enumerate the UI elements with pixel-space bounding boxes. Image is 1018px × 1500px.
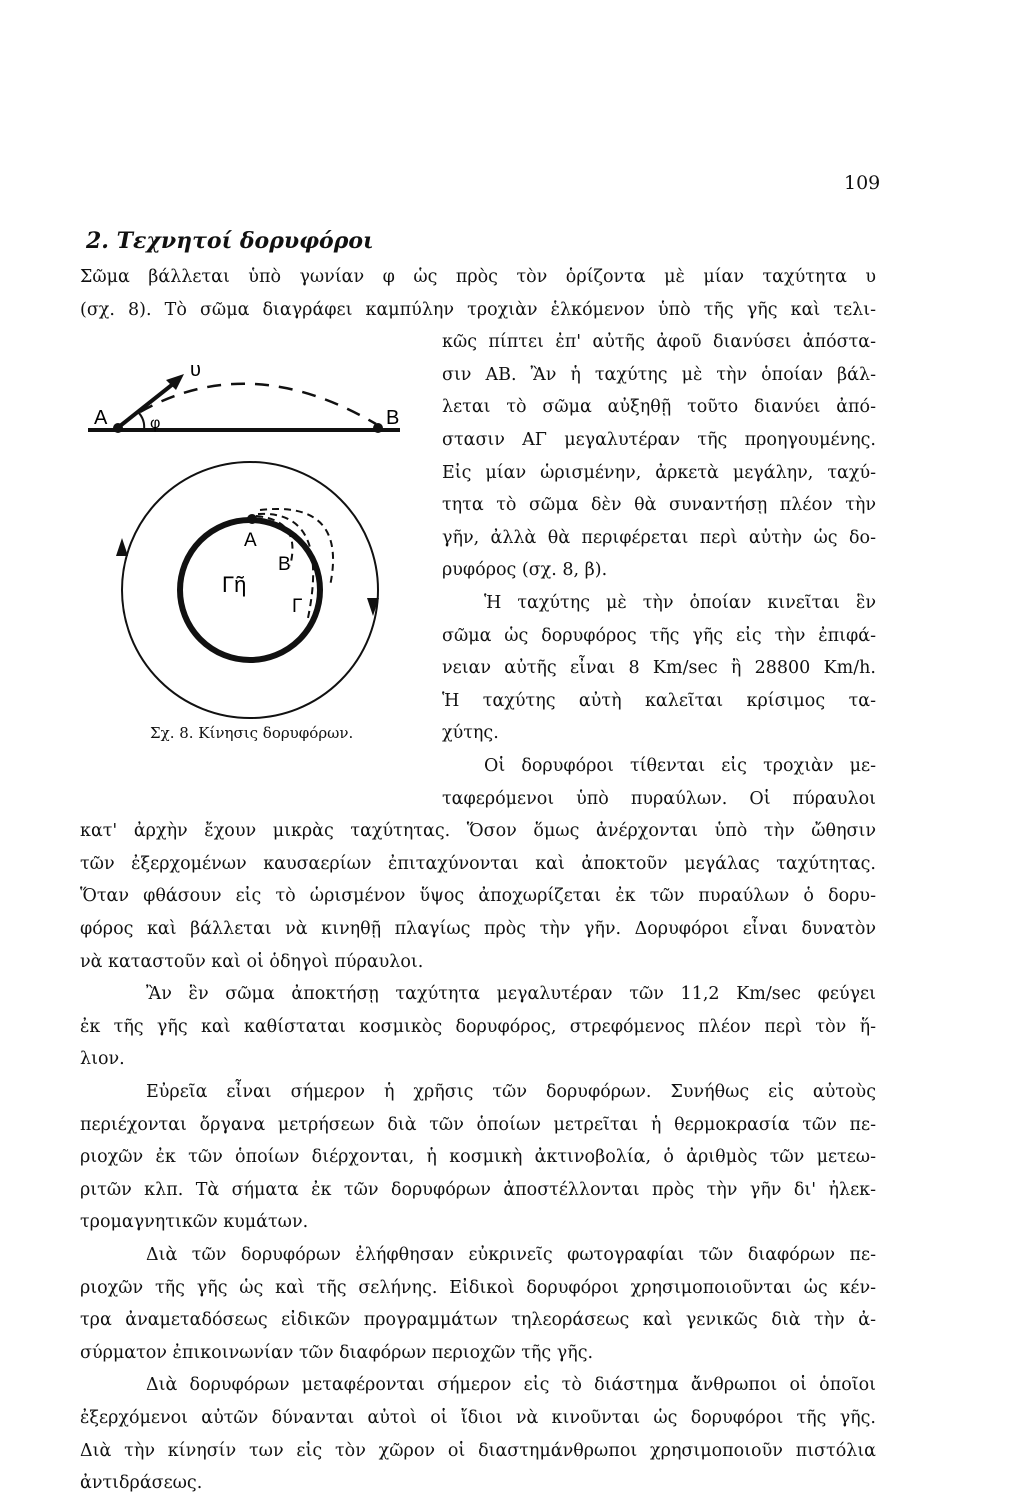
text-line: νειαν αὐτῆς εἶναι 8 Km/sec ἢ 28800 Km/h. bbox=[442, 658, 876, 679]
text-line: ρυφόρος (σχ. 8, β). bbox=[442, 560, 608, 581]
text-line: περιέχονται ὄργανα μετρήσεων διὰ τῶν ὁποίων μετρεῖται ἡ θερμοκρασία τῶν πε- bbox=[80, 1114, 876, 1135]
launch-point-dot bbox=[247, 514, 257, 524]
text-line: τρα ἀναμεταδόσεως εἰδικῶν προγραμμάτων τηλεοράσεως καὶ γενικῶς διὰ τὴν ἀ- bbox=[80, 1310, 876, 1331]
text-line: Ἡ ταχύτης μὲ τὴν ὁποίαν κινεῖται ἓν bbox=[484, 593, 876, 613]
text-line: γῆν, ἀλλὰ θὰ περιφέρεται περὶ αὐτὴν ὡς δο- bbox=[442, 527, 876, 548]
text-line: τρομαγνητικῶν κυμάτων. bbox=[80, 1212, 309, 1233]
text-line: κῶς πίπτει ἐπ' αὐτῆς ἀφοῦ διανύσει ἀπόστα- bbox=[442, 332, 876, 353]
label-g: Γ bbox=[292, 596, 303, 617]
text-line: νὰ καταστοῦν καὶ οἱ ὁδηγοὶ πύραυλοι. bbox=[80, 951, 424, 972]
text-line: Σῶμα βάλλεται ὑπὸ γωνίαν φ ὡς πρὸς τὸν ὁρίζοντα μὲ μίαν ταχύτητα υ bbox=[80, 267, 876, 287]
label-v: υ bbox=[190, 360, 201, 381]
text-line: στασιν ΑΓ μεγαλυτέραν τῆς προηγουμένης. bbox=[442, 430, 876, 450]
text-line: Διὰ δορυφόρων μεταφέρονται σήμερον εἰς τὸ διάστημα ἄνθρωποι οἱ ὁποῖοι bbox=[146, 1375, 876, 1396]
label-a: Α bbox=[94, 407, 108, 429]
text-line: ἀντιδράσεως. bbox=[80, 1473, 203, 1494]
text-line: ταφερόμενοι ὑπὸ πυραύλων. Οἱ πύραυλοι bbox=[442, 788, 876, 809]
text-line: ἐκ τῆς γῆς καὶ καθίσταται κοσμικὸς δορυφόρος, στρεφόμενος πλέον περὶ τὸν ἥ- bbox=[80, 1016, 876, 1037]
velocity-arrow bbox=[120, 380, 178, 426]
label-earth: Γῆ bbox=[222, 572, 247, 597]
text-line: Ἡ ταχύτης αὐτὴ καλεῖται κρίσιμος τα- bbox=[442, 690, 876, 711]
section-title: 2. Τεχνητοί δορυφόροι bbox=[86, 228, 374, 254]
text-line: ριοχῶν ἐκ τῶν ὁποίων διέρχονται, ἡ κοσμικὴ ἀκτινοβολία, ὁ ἀριθμὸς τῶν μετεω- bbox=[80, 1147, 876, 1168]
text-line: τητα τὸ σῶμα δὲν θὰ συναντήσῃ πλέον τὴν bbox=[442, 495, 876, 516]
figure-caption: Σχ. 8. Κίνησις δορυφόρων. bbox=[150, 724, 354, 742]
text-line: σῶμα ὡς δορυφόρος τῆς γῆς εἰς τὴν ἐπιφά- bbox=[442, 625, 876, 646]
text-line: Ἂν ἓν σῶμα ἀποκτήσῃ ταχύτητα μεγαλυτέραν τῶν 11,2 Km/sec φεύγει bbox=[146, 984, 876, 1005]
label-b2: Β bbox=[278, 554, 291, 575]
text-line: κατ' ἀρχὴν ἔχουν μικρὰς ταχύτητας. Ὅσον ὅμως ἀνέρχονται ὑπὸ τὴν ὤθησιν bbox=[80, 821, 876, 842]
text-line: λεται τὸ σῶμα αὐξηθῇ τοῦτο διανύει ἀπό- bbox=[442, 397, 876, 418]
text-line: ἐξερχόμενοι αὐτῶν δύνανται αὐτοὶ οἱ ἴδιοι νὰ κινοῦνται ὡς δορυφόροι τῆς γῆς. bbox=[80, 1408, 876, 1428]
text-line: Διὰ τῶν δορυφόρων ἐλήφθησαν εὐκρινεῖς φωτογραφίαι τῶν διαφόρων πε- bbox=[146, 1245, 876, 1265]
label-phi: φ bbox=[150, 415, 161, 432]
text-line: τῶν ἐξερχομένων καυσαερίων ἐπιταχύνονται καὶ ἀποκτοῦν μεγάλας ταχύτητας. bbox=[80, 853, 876, 874]
text-line: σύρματον ἐπικοινωνίαν τῶν διαφόρων περιοχῶν τῆς γῆς. bbox=[80, 1342, 594, 1363]
text-line: χύτης. bbox=[442, 723, 499, 744]
text-line: ριοχῶν τῆς γῆς ὡς καὶ τῆς σελήνης. Εἰδικοὶ δορυφόροι χρησιμοποιοῦνται ὡς κέν- bbox=[80, 1277, 876, 1298]
label-b: Β bbox=[386, 407, 400, 429]
text-line: ριτῶν κλπ. Τὰ σήματα ἐκ τῶν δορυφόρων ἀποστέλλονται πρὸς τὴν γῆν δι' ἠλεκ- bbox=[80, 1179, 876, 1200]
orbit-arrow-left bbox=[116, 538, 128, 556]
text-line: (σχ. 8). Τὸ σῶμα διαγράφει καμπύλην τροχιὰν ἑλκόμενον ὑπὸ τῆς γῆς καὶ τελι- bbox=[80, 299, 876, 320]
trajectory-ab bbox=[140, 384, 376, 424]
text-line: λιον. bbox=[80, 1049, 125, 1070]
text-line: Διὰ τὴν κίνησίν των εἰς τὸν χῶρον οἱ διαστημάνθρωποι χρησιμοποιοῦν πιστόλια bbox=[80, 1440, 876, 1461]
text-line: Ὅταν φθάσουν εἰς τὸ ὡρισμένον ὕψος ἀποχωρίζεται ἐκ τῶν πυραύλων ὁ δορυ- bbox=[80, 886, 876, 907]
text-line: Εὐρεῖα εἶναι σήμερον ἡ χρῆσις τῶν δορυφόρων. Συνήθως εἰς αὐτοὺς bbox=[146, 1082, 876, 1102]
satellite-motion-figure bbox=[80, 360, 410, 720]
angle-arc bbox=[138, 412, 144, 430]
page-number: 109 bbox=[844, 172, 881, 194]
label-a2: Α bbox=[244, 530, 257, 551]
text-line: σιν ΑΒ. Ἂν ἡ ταχύτης μὲ τὴν ὁποίαν βάλ- bbox=[442, 364, 876, 385]
text-line: Οἱ δορυφόροι τίθενται εἰς τροχιὰν με- bbox=[484, 756, 876, 776]
orbit-circle bbox=[122, 462, 378, 718]
text-line: Εἰς μίαν ὡρισμένην, ἀρκετὰ μεγάλην, ταχύ- bbox=[442, 462, 876, 483]
text-line: φόρος καὶ βάλλεται νὰ κινηθῇ πλαγίως πρὸς τὴν γῆν. Δορυφόροι εἶναι δυνατὸν bbox=[80, 919, 876, 939]
